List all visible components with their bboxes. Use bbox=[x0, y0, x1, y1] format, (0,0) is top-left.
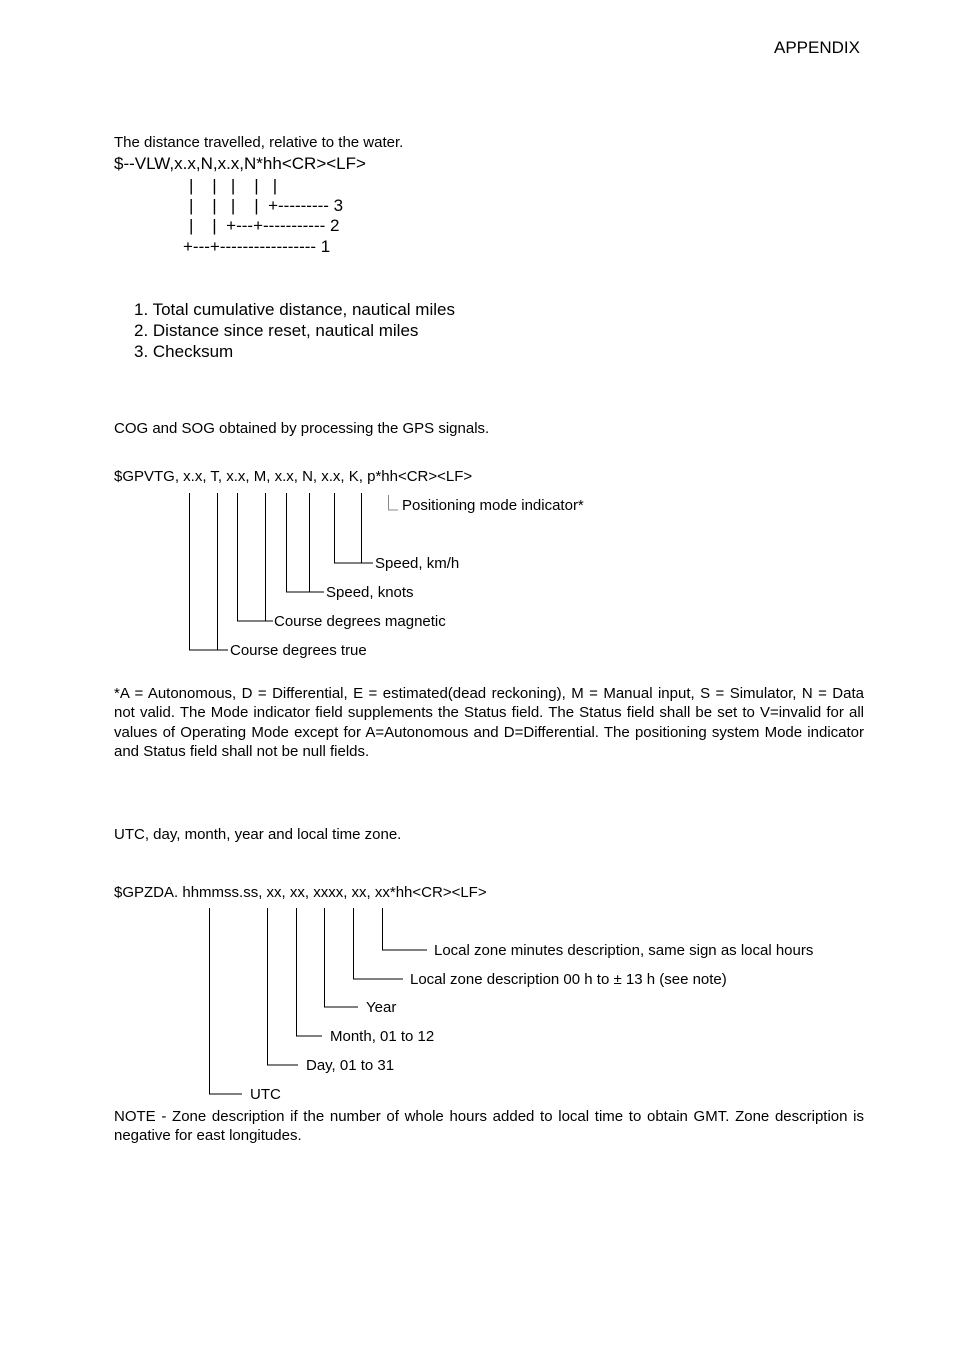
appendix-header: APPENDIX bbox=[774, 38, 860, 57]
connector-year bbox=[325, 908, 359, 1007]
vlw-diagram-line-2: | | | | +--------- 3 bbox=[189, 196, 344, 215]
label-positioning-mode: Positioning mode indicator* bbox=[402, 497, 584, 514]
connector-mode bbox=[389, 495, 399, 510]
vlw-diagram-line-1: | | | | | bbox=[189, 176, 278, 195]
connector-magnetic bbox=[238, 493, 274, 621]
label-utc: UTC bbox=[250, 1086, 281, 1103]
vtg-mode-note: *A = Autonomous, D = Differential, E = estimated(dead reckoning), M = Manual input, S = Simulator, N = Data not valid. The Mode indicator field supplements the Status field. The Status field shall be set to V=invalid for all values of Operating Mode except for A=Autonomous and D=Differential. The positioning system Mode indicator and Status field shall not be null fields. bbox=[114, 685, 864, 760]
vlw-diagram-line-4: +---+----------------- 1 bbox=[183, 237, 331, 256]
list-item: 3. Checksum bbox=[134, 342, 234, 361]
vtg-description: COG and SOG obtained by processing the GPS signals. bbox=[114, 420, 490, 437]
vlw-diagram-line-3: | | +---+----------- 2 bbox=[189, 216, 340, 235]
connector-true bbox=[190, 493, 229, 650]
zda-description: UTC, day, month, year and local time zone. bbox=[114, 826, 402, 843]
label-course-magnetic: Course degrees magnetic bbox=[274, 613, 446, 630]
vtg-sentence: $GPVTG, x.x, T, x.x, M, x.x, N, x.x, K, p*hh<CR><LF> bbox=[114, 468, 473, 485]
label-speed-kmh: Speed, km/h bbox=[375, 555, 460, 572]
label-year: Year bbox=[366, 999, 397, 1016]
connector-kmh bbox=[335, 493, 374, 563]
zda-sentence: $GPZDA. hhmmss.ss, xx, xx, xxxx, xx, xx*hh<CR><LF> bbox=[114, 884, 487, 901]
label-month: Month, 01 to 12 bbox=[330, 1028, 435, 1045]
label-course-true: Course degrees true bbox=[230, 642, 367, 659]
connector-zone-minutes bbox=[383, 908, 428, 950]
zda-note: NOTE - Zone description if the number of whole hours added to local time to obtain GMT. Zone description is negative for east longitudes. bbox=[114, 1108, 864, 1145]
connector-day bbox=[268, 908, 299, 1065]
connector-knots bbox=[287, 493, 325, 592]
label-zone-description: Local zone description 00 h to ± 13 h (see note) bbox=[410, 971, 727, 988]
vlw-sentence: $--VLW,x.x,N,x.x,N*hh<CR><LF> bbox=[114, 154, 366, 173]
list-item: 2. Distance since reset, nautical miles bbox=[134, 321, 419, 340]
label-speed-knots: Speed, knots bbox=[326, 584, 414, 601]
label-zone-minutes: Local zone minutes description, same sign as local hours bbox=[434, 942, 814, 959]
list-item: 1. Total cumulative distance, nautical miles bbox=[134, 300, 455, 319]
connector-zone bbox=[354, 908, 404, 979]
connector-utc bbox=[210, 908, 243, 1094]
label-day: Day, 01 to 31 bbox=[306, 1057, 395, 1074]
vlw-description: The distance travelled, relative to the water. bbox=[114, 134, 404, 151]
connector-month bbox=[297, 908, 323, 1036]
